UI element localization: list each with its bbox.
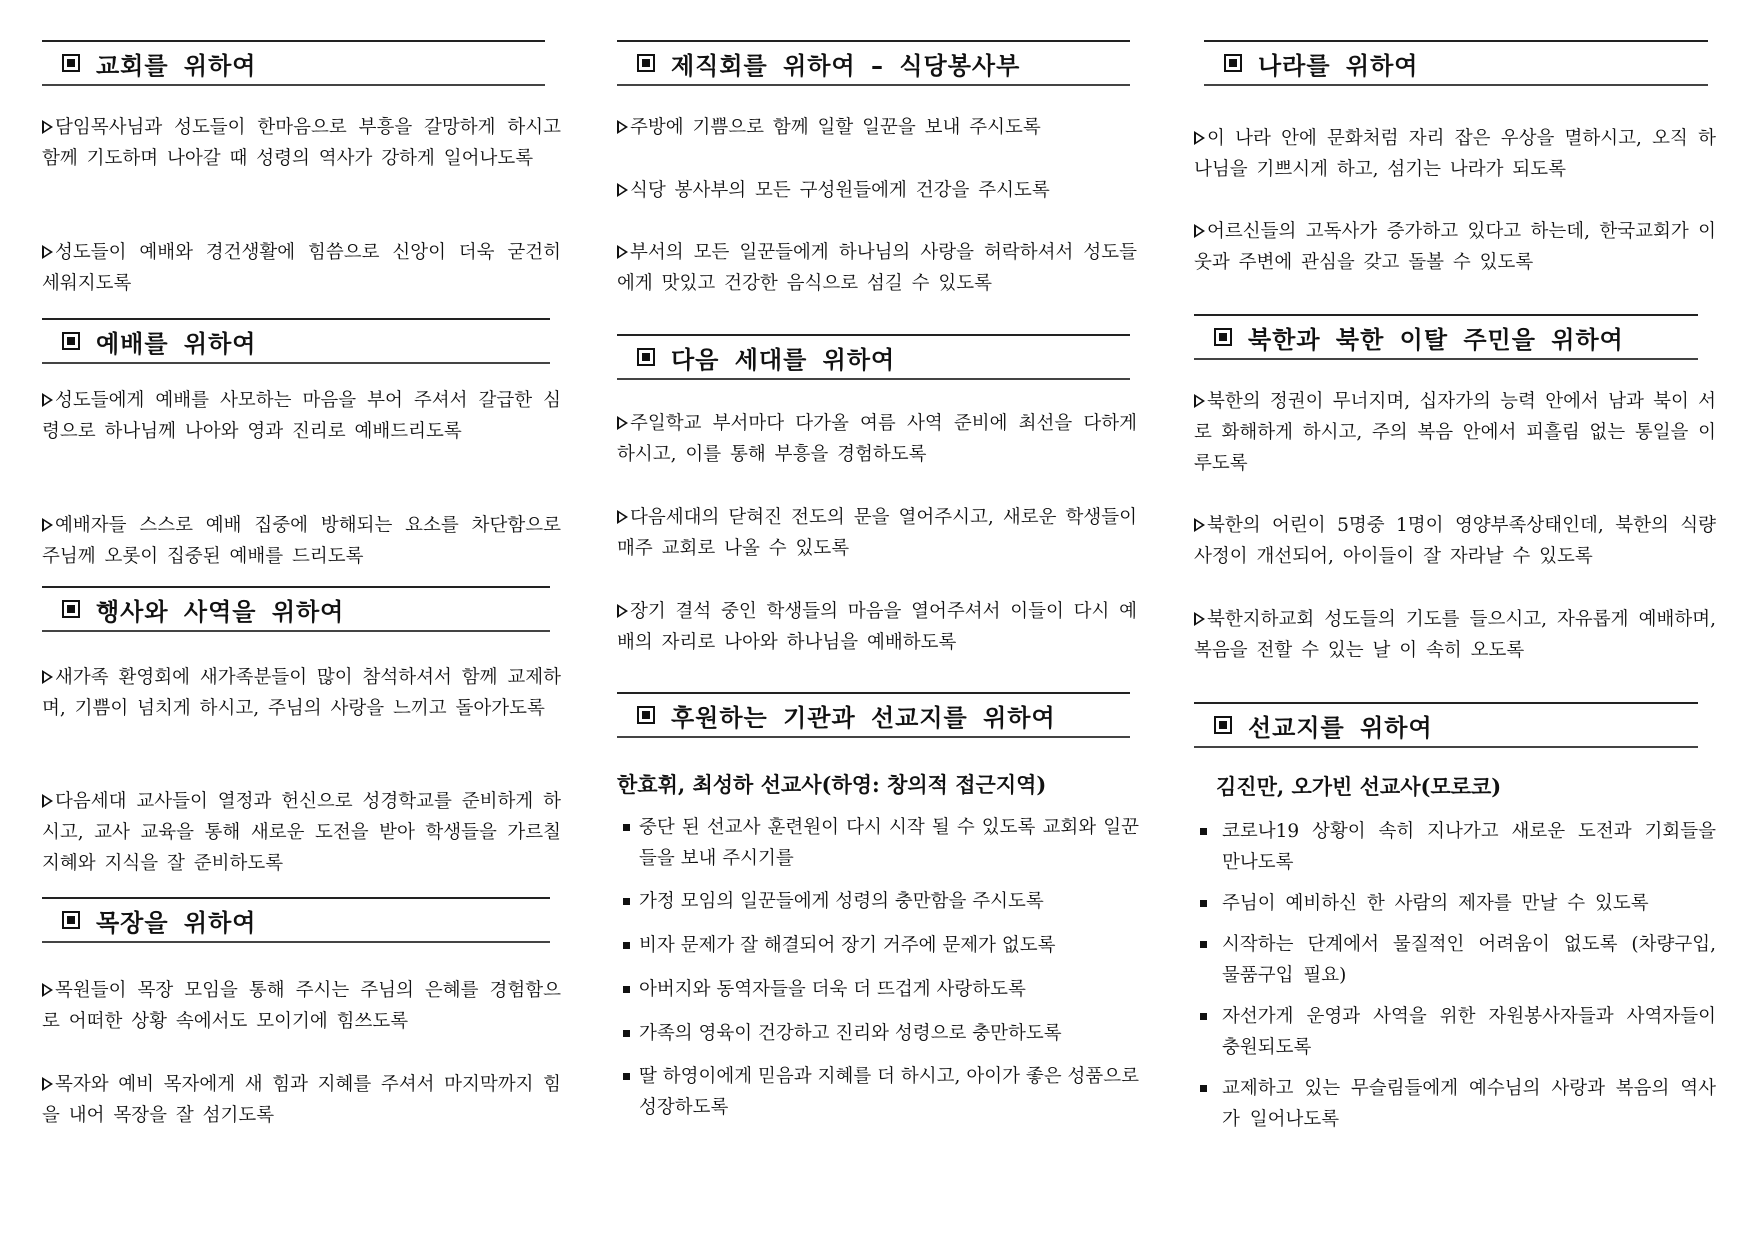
- prayer-item: 다음세대의 닫혀진 전도의 문을 열어주시고, 새로운 학생들이 매주 교회로 나올 수 있도록: [617, 507, 1137, 559]
- section-heading: [617, 692, 1130, 738]
- section-title: 제직회를 위하여 – 식당봉사부: [671, 51, 1021, 80]
- section-title: 목장을 위하여: [96, 908, 257, 937]
- section-mission-field: [1194, 702, 1698, 748]
- section-title: 행사와 사역을 위하여: [96, 597, 345, 626]
- prayer-item: 예배자들 스스로 예배 집중에 방해되는 요소를 차단함으로 주님께 오롯이 집중된 예배를 드리도록: [42, 515, 561, 567]
- black-square-icon: [1200, 941, 1207, 948]
- boxed-square-icon: [62, 332, 80, 350]
- boxed-square-icon: [1214, 328, 1232, 346]
- prayer-item: 주방에 기쁨으로 함께 일할 일꾼을 보내 주시도록: [617, 112, 1137, 143]
- boxed-square-icon: [637, 348, 655, 366]
- hollow-triangle-icon: [617, 510, 628, 524]
- section-title: 북한과 북한 이탈 주민을 위하여: [1248, 325, 1624, 354]
- section-nation: [1204, 40, 1708, 86]
- mission-prayer-list: [619, 812, 1139, 1123]
- section-heading: [1194, 314, 1698, 360]
- section-events: [42, 586, 550, 632]
- black-square-icon: [1200, 900, 1207, 907]
- prayer-item: 북한지하교회 성도들의 기도를 들으시고, 자유롭게 예배하며, 복음을 전할 수 있는 날 이 속히 오도록: [1194, 609, 1716, 661]
- hollow-triangle-icon: [42, 1077, 53, 1091]
- prayer-item: 주일학교 부서마다 다가올 여름 사역 준비에 최선을 다하게 하시고, 이를 통해 부흥을 경험하도록: [617, 413, 1137, 465]
- boxed-square-icon: [1214, 716, 1232, 734]
- list-item: 중단 된 선교사 훈련원이 다시 시작 될 수 있도록 교회와 일꾼들을 보내 주시기를: [619, 812, 1139, 874]
- section-title: 교회를 위하여: [96, 51, 257, 80]
- prayer-item: 새가족 환영회에 새가족분들이 많이 참석하셔서 함께 교제하며, 기쁨이 넘치게 하시고, 주님의 사랑을 느끼고 돌아가도록: [42, 667, 561, 719]
- hollow-triangle-icon: [42, 120, 53, 134]
- list-item: 가정 모임의 일꾼들에게 성령의 충만함을 주시도록: [619, 886, 1139, 917]
- section-heading: [1194, 702, 1698, 748]
- section-title: 선교지를 위하여: [1248, 713, 1433, 742]
- hollow-triangle-icon: [617, 245, 628, 259]
- list-item: 딸 하영이에게 믿음과 지혜를 더 하시고, 아이가 좋은 성품으로 성장하도록: [619, 1061, 1139, 1123]
- list-item: 아버지와 동역자들을 더욱 더 뜨겁게 사랑하도록: [619, 974, 1139, 1005]
- hollow-triangle-icon: [1194, 394, 1205, 408]
- prayer-item: 어르신들의 고독사가 증가하고 있다고 하는데, 한국교회가 이웃과 주변에 관심을 갖고 돌볼 수 있도록: [1194, 221, 1716, 273]
- hollow-triangle-icon: [617, 604, 628, 618]
- hollow-triangle-icon: [617, 183, 628, 197]
- section-next-generation: [617, 334, 1130, 380]
- section-heading: [42, 586, 550, 632]
- black-square-icon: [1200, 1085, 1207, 1092]
- prayer-item: 부서의 모든 일꾼들에게 하나님의 사랑을 허락하셔서 성도들에게 맛있고 건강한 음식으로 섬길 수 있도록: [617, 242, 1137, 294]
- hollow-triangle-icon: [42, 245, 53, 259]
- list-item: 교제하고 있는 무슬림들에게 예수님의 사랑과 복음의 역사가 일어나도록: [1196, 1073, 1716, 1135]
- missionary-name: 한효휘, 최성하 선교사(하영: 창의적 접근지역): [617, 772, 1047, 797]
- section-north-korea: [1194, 314, 1698, 360]
- black-square-icon: [1200, 1013, 1207, 1020]
- boxed-square-icon: [1224, 54, 1242, 72]
- prayer-item: 이 나라 안에 문화처럼 자리 잡은 우상을 멸하시고, 오직 하나님을 기쁘시게 하고, 섬기는 나라가 되도록: [1194, 128, 1716, 180]
- hollow-triangle-icon: [42, 393, 53, 407]
- hollow-triangle-icon: [42, 670, 53, 684]
- list-item: 코로나19 상황이 속히 지나가고 새로운 도전과 기회들을 만나도록: [1196, 816, 1716, 878]
- section-supported-missions: [617, 692, 1130, 738]
- prayer-item: 목자와 예비 목자에게 새 힘과 지혜를 주셔서 마지막까지 힘을 내어 목장을 잘 섬기도록: [42, 1074, 561, 1126]
- black-square-icon: [623, 1073, 630, 1080]
- black-square-icon: [623, 942, 630, 949]
- hollow-triangle-icon: [617, 416, 628, 430]
- mission-prayer-list: [1196, 816, 1716, 1135]
- hollow-triangle-icon: [42, 983, 53, 997]
- section-title: 다음 세대를 위하여: [671, 345, 896, 374]
- section-heading: [42, 318, 550, 364]
- prayer-item: 북한의 정권이 무너지며, 십자가의 능력 안에서 남과 북이 서로 화해하게 하시고, 주의 복음 안에서 피흘림 없는 통일을 이루도록: [1194, 391, 1716, 474]
- boxed-square-icon: [62, 911, 80, 929]
- section-heading: [617, 334, 1130, 380]
- prayer-item: 담임목사님과 성도들이 한마음으로 부흥을 갈망하게 하시고 함께 기도하며 나아갈 때 성령의 역사가 강하게 일어나도록: [42, 117, 561, 169]
- boxed-square-icon: [62, 600, 80, 618]
- list-item: 비자 문제가 잘 해결되어 장기 거주에 문제가 없도록: [619, 930, 1139, 961]
- black-square-icon: [623, 986, 630, 993]
- black-square-icon: [623, 898, 630, 905]
- prayer-item: 목원들이 목장 모임을 통해 주시는 주님의 은혜를 경험함으로 어떠한 상황 속에서도 모이기에 힘쓰도록: [42, 980, 561, 1032]
- section-heading: [42, 40, 545, 86]
- section-heading: [42, 897, 550, 943]
- section-title: 후원하는 기관과 선교지를 위하여: [671, 703, 1056, 732]
- black-square-icon: [1200, 828, 1207, 835]
- prayer-item: 식당 봉사부의 모든 구성원들에게 건강을 주시도록: [617, 175, 1137, 206]
- section-cell-group: [42, 897, 550, 943]
- section-title: 예배를 위하여: [96, 329, 257, 358]
- black-square-icon: [623, 824, 630, 831]
- boxed-square-icon: [62, 54, 80, 72]
- section-heading: [1204, 40, 1708, 86]
- list-item: 자선가게 운영과 사역을 위한 자원봉사자들과 사역자들이 충원되도록: [1196, 1001, 1716, 1063]
- prayer-item: 성도들이 예배와 경건생활에 힘씀으로 신앙이 더욱 굳건히 세워지도록: [42, 242, 561, 294]
- boxed-square-icon: [637, 706, 655, 724]
- section-heading: [617, 40, 1130, 86]
- hollow-triangle-icon: [42, 518, 53, 532]
- prayer-item: 장기 결석 중인 학생들의 마음을 열어주셔서 이들이 다시 예배의 자리로 나아와 하나님을 예배하도록: [617, 601, 1137, 653]
- hollow-triangle-icon: [1194, 224, 1205, 238]
- hollow-triangle-icon: [617, 120, 628, 134]
- boxed-square-icon: [637, 54, 655, 72]
- hollow-triangle-icon: [1194, 518, 1205, 532]
- hollow-triangle-icon: [1194, 131, 1205, 145]
- missionary-name: 김진만, 오가빈 선교사(모로코): [1216, 774, 1502, 799]
- section-title: 나라를 위하여: [1258, 51, 1419, 80]
- list-item: 가족의 영육이 건강하고 진리와 성령으로 충만하도록: [619, 1018, 1139, 1049]
- list-item: 주님이 예비하신 한 사람의 제자를 만날 수 있도록: [1196, 888, 1716, 919]
- black-square-icon: [623, 1030, 630, 1037]
- prayer-item: 성도들에게 예배를 사모하는 마음을 부어 주셔서 갈급한 심령으로 하나님께 나아와 영과 진리로 예배드리도록: [42, 390, 561, 442]
- section-worship: [42, 318, 550, 364]
- hollow-triangle-icon: [42, 794, 53, 808]
- prayer-item: 다음세대 교사들이 열정과 헌신으로 성경학교를 준비하게 하시고, 교사 교육을 통해 새로운 도전을 받아 학생들을 가르칠 지혜와 지식을 잘 준비하도록: [42, 791, 561, 874]
- prayer-item: 북한의 어린이 5명중 1명이 영양부족상태인데, 북한의 식량 사정이 개선되어, 아이들이 잘 자라날 수 있도록: [1194, 515, 1716, 567]
- hollow-triangle-icon: [1194, 612, 1205, 626]
- section-church: [42, 40, 545, 86]
- list-item: 시작하는 단계에서 물질적인 어려움이 없도록 (차량구입, 물품구입 필요): [1196, 929, 1716, 991]
- section-deacons-kitchen: [617, 40, 1130, 86]
